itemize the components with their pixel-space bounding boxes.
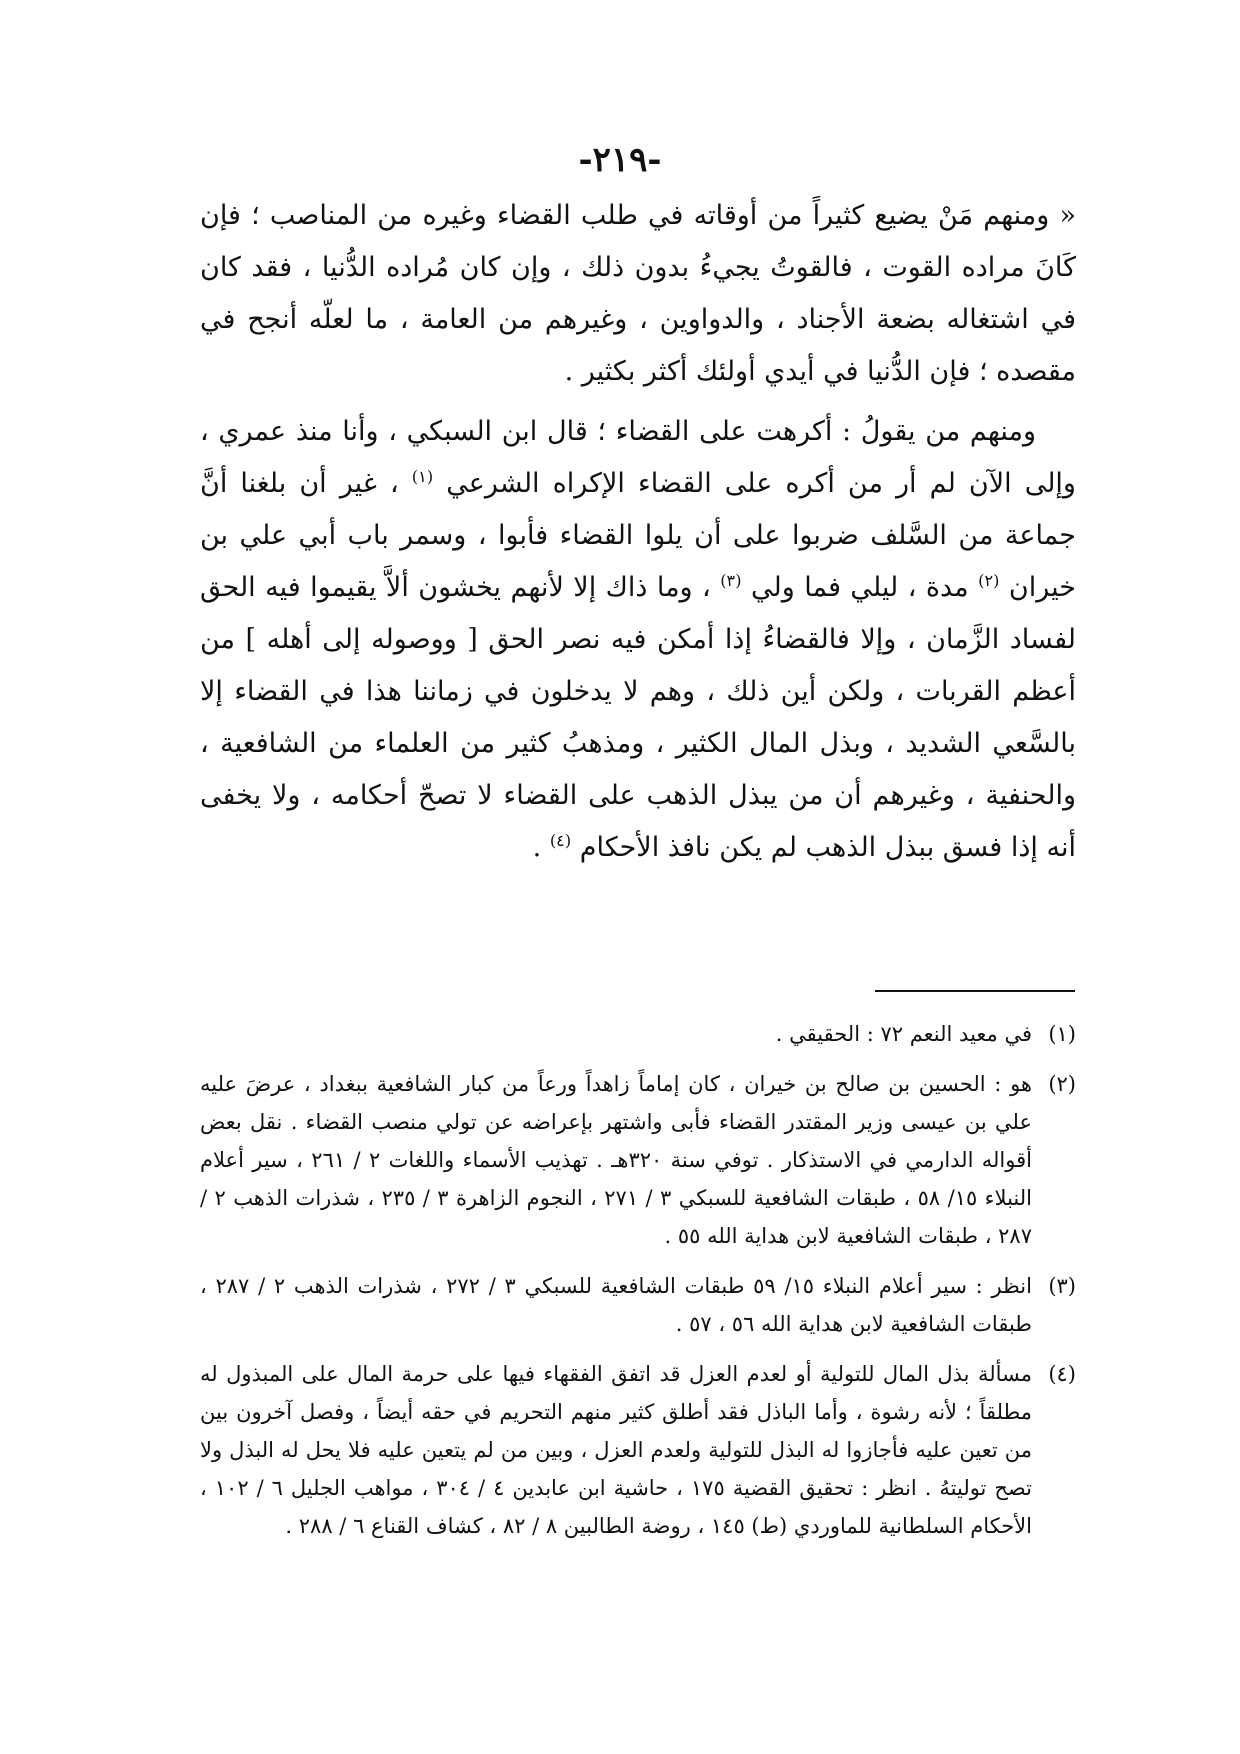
footnote-marker-3[interactable]: (٣): [720, 571, 742, 590]
text-segment: .: [532, 832, 542, 863]
footnote-number: (٣): [1048, 1274, 1076, 1298]
footnote-text: انظر : سير أعلام النبلاء ١٥/ ٥٩ طبقات الشافعية للسبكي ٣ / ٢٧٢ ، شذرات الذهب ٢ / ٢٨٧ ، طبقات الشافعية لابن هداية الله ٥٦ ، ٥٧ .: [200, 1274, 1032, 1336]
footnote-text: هو : الحسين بن صالح بن خيران ، كان إماماً زاهداً ورعاً من كبار الشافعية ببغداد ، عرضَ عليه علي بن عيسى وزير المقتدر القضاء فأبى واشتهر بإعراضه عن تولي منصب القضاء . نقل بعض أقواله الدارمي في الاستذكار . توفي سنة ٣٢٠هـ . تهذيب الأسماء واللغات ٢ / ٢٦١ ، سير أعلام النبلاء ١٥/ ٥٨ ، طبقات الشافعية للسبكي ٣ / ٢٧١ ، النجوم الزاهرة ٣ / ٢٣٥ ، شذرات الذهب ٢ / ٢٨٧ ، طبقات الشافعية لابن هداية الله ٥٥ .: [200, 1072, 1032, 1248]
footnote-text: في معيد النعم ٧٢ : الحقيقي .: [775, 1022, 1032, 1046]
footnotes: [200, 1015, 1076, 1557]
text-segment: ، وما ذاك إلا لأنهم يخشون ألاَّ يقيموا فيه الحق لفساد الزَّمان ، وإلا فالقضاءُ إذا أمكن فيه نصر الحق [ ووصوله إلى أهله ] من أعظم القربات ، ولكن أين ذلك ، وهم لا يدخلون في زماننا هذا في القضاء إلا بالسَّعي الشديد ، وبذل المال الكثير ، ومذهبُ كثير من العلماء من الشافعية ، والحنفية ، وغيرهم أن من يبذل الذهب على القضاء لا تصحّ أحكامه ، ولا يخفى أنه إذا فسق ببذل الذهب لم يكن نافذ الأحكام: [200, 572, 1076, 863]
text-segment: ، غير أن بلغنا أنَّ جماعة من السَّلف ضربوا على أن يلوا القضاء فأبوا ، وسمر باب أبي علي بن خيران: [200, 468, 1076, 603]
text-segment: ومنهم من يقولُ : أكرهت على القضاء ؛ قال ابن السبكي ، وأنا منذ عمري ، وإلى الآن لم أر من أكره على القضاء الإكراه الشرعي: [200, 416, 1076, 499]
footnote-3: [200, 1267, 1076, 1343]
page-number: -٢١٩-: [578, 140, 662, 180]
text-segment: مدة ، ليلي فما ولي: [751, 572, 969, 603]
footnote-number: (٤): [1048, 1362, 1076, 1386]
footnote-text: مسألة بذل المال للتولية أو لعدم العزل قد اتفق الفقهاء فيها على حرمة المال على المبذول له مطلقاً ؛ لأنه رشوة ، وأما الباذل فقد أطلق كثير منهم التحريم في حقه أيضاً ، وفصل آخرون بين من تعين عليه فأجازوا له البذل للتولية ولعدم العزل ، وبين من لم يتعين عليه فلا يحل له البذل ولا تصح توليتهُ . انظر : تحقيق القضية ١٧٥ ، حاشية ابن عابدين ٤ / ٣٠٤ ، مواهب الجليل ٦ / ١٠٢ ، الأحكام السلطانية للماوردي (ط) ١٤٥ ، روضة الطالبين ٨ / ٨٢ ، كشاف القناع ٦ / ٢٨٨ .: [200, 1362, 1032, 1538]
footnote-2: [200, 1065, 1076, 1255]
footnote-number: (٢): [1048, 1072, 1076, 1096]
footnote-marker-1[interactable]: (١): [411, 467, 434, 486]
footnote-1: [200, 1015, 1076, 1053]
footnote-number: (١): [1048, 1022, 1076, 1046]
paragraph-1: « ومنهم مَنْ يضيع كثيراً من أوقاته في طلب القضاء وغيره من المناصب ؛ فإن كَانَ مراده القوت ، فالقوتُ يجيءُ بدون ذلك ، وإن كان مُراده الدُّنيا ، فقد كان في اشتغاله بضعة الأجناد ، والدواوين ، وغيرهم من العامة ، ما لعلّه أنجح في مقصده ؛ فإن الدُّنيا في أيدي أولئك أكثر بكثير .: [200, 200, 1076, 387]
footnote-marker-2[interactable]: (٢): [978, 571, 1000, 590]
footnote-4: [200, 1355, 1076, 1545]
footnote-marker-4[interactable]: (٤): [549, 831, 572, 850]
main-text: [200, 190, 1076, 882]
footnote-divider: [875, 990, 1075, 992]
paragraph-2: [200, 406, 1076, 874]
